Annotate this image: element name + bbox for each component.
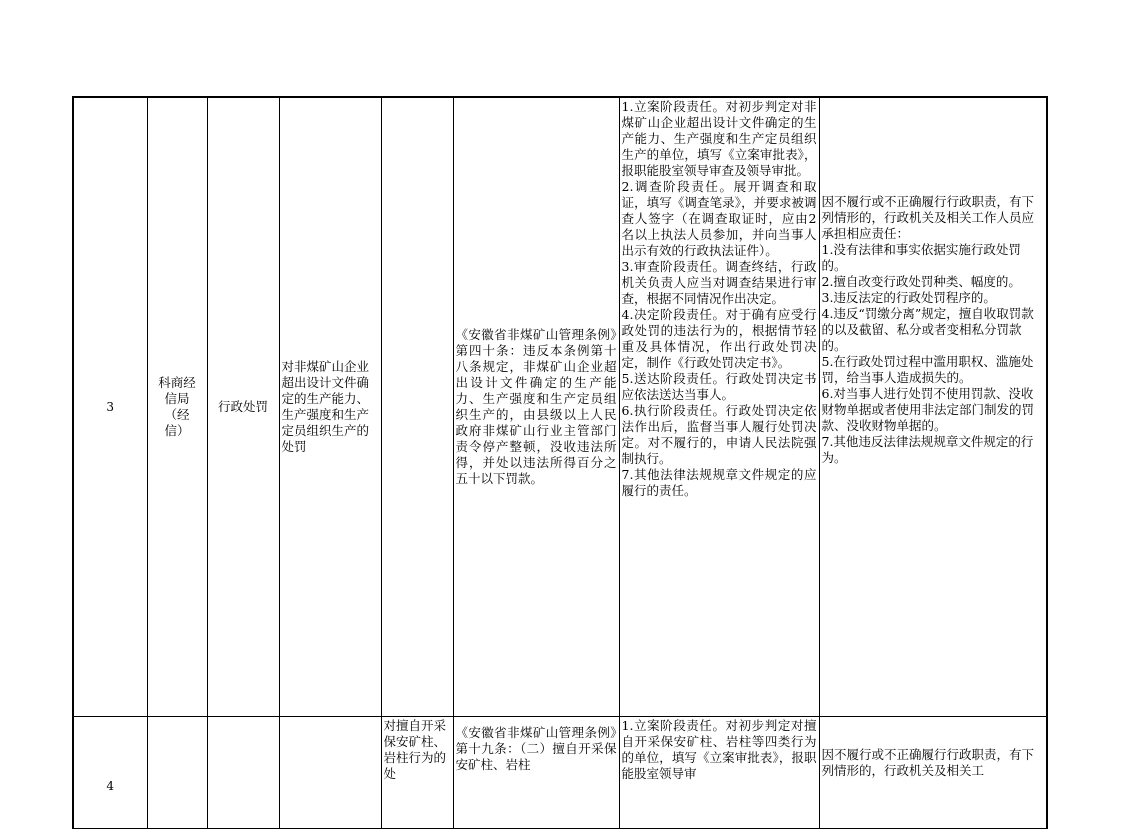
- accountability-cell: [819, 717, 1047, 829]
- subitem-cell: 对擅自开采保安矿柱、岩柱行为的处: [381, 717, 453, 829]
- duties-cell: [619, 717, 819, 829]
- table-row: [73, 717, 1047, 829]
- duty-item: 4.决定阶段责任。对于确有应受行政处罚的违法行为的，根据情节轻重及具体情况，作出行政处罚决定，制作《行政处罚决定书》。: [621, 307, 817, 370]
- department-line: 信）: [164, 423, 190, 438]
- accountability-cell: [819, 97, 1047, 717]
- duty-item: 1.立案阶段责任。对初步判定对擅自开采保安矿柱、岩柱等四类行为的单位，填写《立案审批表》，报职能股室领导审: [621, 718, 817, 781]
- accountability-item: 6.对当事人进行处罚不使用罚款、没收财物单据或者使用非法定部门制发的罚款、没收财物单据的。: [821, 386, 1035, 433]
- row-number: 3: [73, 97, 147, 717]
- department-line: （经: [164, 407, 190, 422]
- department-line: 科商经: [158, 375, 196, 390]
- liability-table-sheet: [72, 96, 1046, 793]
- duty-item: 7.其他法律法规规章文件规定的应履行的责任。: [621, 467, 817, 498]
- duty-item: 5.送达阶段责任。行政处罚决定书应依法送达当事人。: [621, 371, 817, 402]
- duty-item: 6.执行阶段责任。行政处罚决定依法作出后，监督当事人履行处罚决定。对不履行的，申请人民法院强制执行。: [621, 403, 817, 466]
- table-row: [73, 97, 1047, 717]
- department-cell: [147, 97, 207, 717]
- item-cell: 对非煤矿山企业超出设计文件确定的生产能力、生产强度和生产定员组织生产的处罚: [279, 97, 381, 717]
- subitem-cell: [381, 97, 453, 717]
- item-cell: [279, 717, 381, 829]
- duties-cell: [619, 97, 819, 717]
- accountability-item: 4.违反“罚缴分离”规定，擅自收取罚款的以及截留、私分或者变相私分罚款的。: [821, 306, 1034, 353]
- liability-table: [72, 96, 1048, 829]
- accountability-item: 7.其他违反法律法规规章文件规定的行为。: [821, 434, 1034, 465]
- accountability-item: 5.在行政处罚过程中滥用职权、滥施处罚，给当事人造成损失的。: [821, 354, 1034, 385]
- category-cell: [207, 717, 279, 829]
- row-number: 4: [73, 717, 147, 829]
- duty-item: 1.立案阶段责任。对初步判定对非煤矿山企业超出设计文件确定的生产能力、生产强度和生产定员组织生产的单位，填写《立案审批表》，报职能股室领导审查及领导审批。: [621, 99, 817, 178]
- legal-basis-cell: 《安徽省非煤矿山管理条例》第四十条：违反本条例第十八条规定，非煤矿山企业超出设计文件确定的生产能力、生产强度和生产定员组织生产的，由县级以上人民政府非煤矿山行业主管部门责令停产整顿，没收违法所得，并处以违法所得百分之五十以下罚款。: [453, 97, 619, 717]
- department-line: 信局: [164, 391, 190, 406]
- accountability-item: 因不履行或不正确履行行政职责，有下列情形的，行政机关及相关工: [821, 747, 1035, 778]
- accountability-item: 1.没有法律和事实依据实施行政处罚的。: [821, 242, 1021, 273]
- department-cell: [147, 717, 207, 829]
- legal-basis-cell: 《安徽省非煤矿山管理条例》第十九条：（二）擅自开采保安矿柱、岩柱: [453, 717, 619, 829]
- duty-item: 3.审查阶段责任。调查终结，行政机关负责人应当对调查结果进行审查，根据不同情况作出决定。: [621, 259, 817, 306]
- accountability-item: 2.擅自改变行政处罚种类、幅度的。: [821, 274, 1021, 289]
- accountability-item: 因不履行或不正确履行行政职责，有下列情形的，行政机关及相关工作人员应承担相应责任：: [821, 194, 1035, 241]
- accountability-item: 3.违反法定的行政处罚程序的。: [821, 290, 996, 305]
- category-cell: 行政处罚: [207, 97, 279, 717]
- duty-item: 2.调查阶段责任。展开调查和取证，填写《调查笔录》，并要求被调查人签字（在调查取证时，应由2名以上执法人员参加，并向当事人出示有效的行政执法证件）。: [621, 179, 817, 258]
